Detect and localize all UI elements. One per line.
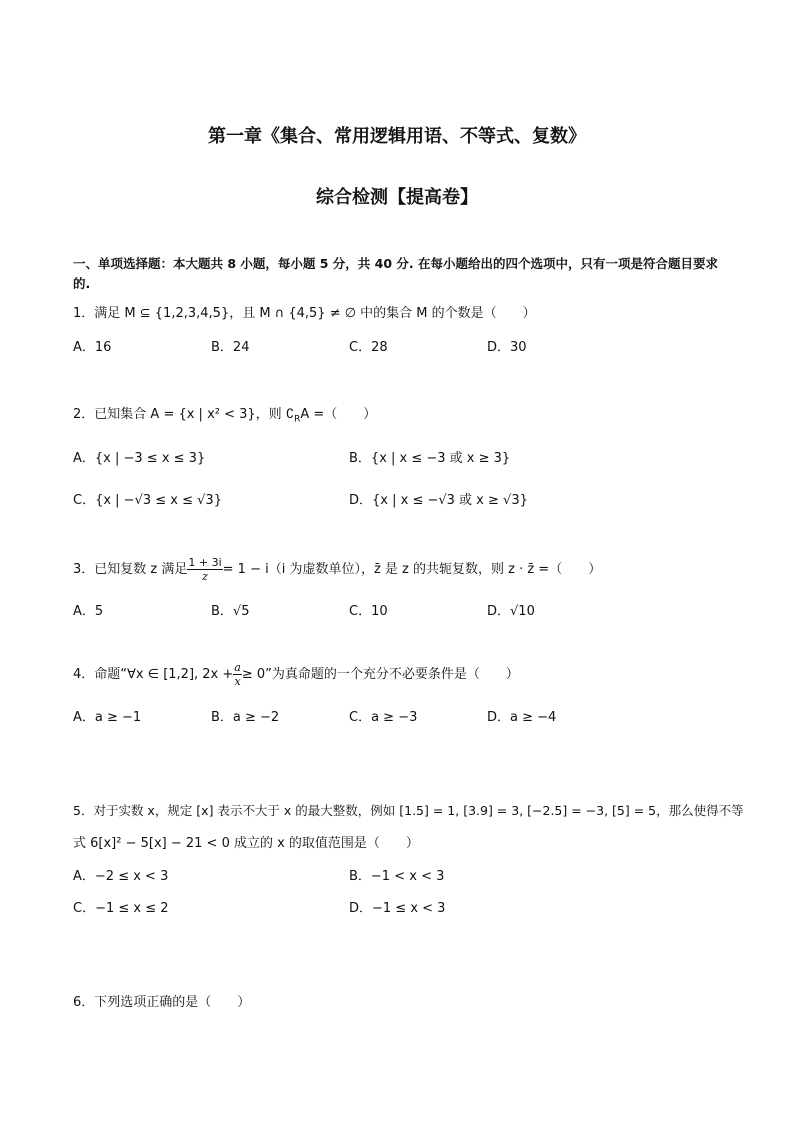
option-a: A．5 [73,604,104,619]
option-a: A．{x | −3 ≤ x ≤ 3} [73,451,206,466]
option-a: A．16 [73,340,112,355]
fraction [233,662,242,687]
fraction [187,557,222,582]
page-subtitle: 综合检测【提高卷】 [316,187,478,208]
option-c: C．a ≥ −3 [349,710,418,725]
question-number: 1． [73,306,95,321]
fraction-denominator: x [234,675,241,688]
complement-symbol: ∁ [285,407,295,422]
question-number: 4． [73,667,95,682]
option-b: B．−1 < x < 3 [349,869,445,884]
question-number: 5． [73,803,94,818]
fraction-numerator: 1 + 3i [188,556,222,569]
question-1 [73,302,536,321]
option-d: D．√10 [487,604,535,619]
option-c: C．{x | −√3 ≤ x ≤ √3} [73,493,222,508]
question-5 [73,801,744,819]
page-title: 第一章《集合、常用逻辑用语、不等式、复数》 [208,126,586,147]
question-4 [73,662,519,687]
complement-universe: R [294,414,301,425]
question-2 [73,403,376,425]
question-text: 下列选项正确的是（ ） [94,995,251,1010]
question-text: 对于实数 x，规定 [x] 表示不大于 x 的最大整数，例如 [1.5] = 1, [3.9] = 3, [−2.5] = −3, [5] = 5，那么使得不等 [93,803,744,818]
option-a: A．−2 ≤ x < 3 [73,869,169,884]
question-number: 3． [73,562,95,577]
question-text: 命题“∀x ∈ [1,2], 2x + [94,667,234,682]
option-c: C．10 [349,604,388,619]
option-d: D．−1 ≤ x < 3 [349,901,446,916]
section-instructions: 一、单项选择题：本大题共 8 小题，每小题 5 分，共 40 分. 在每小题给出的四个选项中，只有一项是符合题目要求的. [73,256,719,291]
option-b: B．{x | x ≤ −3 或 x ≥ 3} [349,451,511,466]
question-6 [73,991,250,1010]
option-d: D．a ≥ −4 [487,710,557,725]
option-d: D．{x | x ≤ −√3 或 x ≥ √3} [349,493,528,508]
question-5-continued: 式 6[x]² − 5[x] − 21 < 0 成立的 x 的取值范围是（ ） [73,836,419,851]
question-number: 6． [73,995,95,1010]
option-b: B．√5 [211,604,250,619]
question-text: 满足 M ⊆ {1,2,3,4,5}，且 M ∩ {4,5} ≠ ∅ 中的集合 M 的个数是（ ） [94,306,536,321]
fraction-denominator: z [202,570,208,583]
question-number: 2． [73,407,95,422]
question-text: 已知复数 z 满足 [94,562,188,577]
option-c: C．−1 ≤ x ≤ 2 [73,901,169,916]
question-text: 已知集合 A = {x | x² < 3}，则 [94,407,286,422]
question-text-tail: A =（ ） [300,407,377,422]
fraction-numerator: a [234,661,241,674]
question-text-tail: = 1 − i（i 为虚数单位），z̄ 是 z 的共轭复数，则 z · z̄ =（ ） [222,562,602,577]
option-c: C．28 [349,340,388,355]
option-b: B．24 [211,340,250,355]
question-3 [73,557,601,582]
option-b: B．a ≥ −2 [211,710,280,725]
question-text-tail: ≥ 0”为真命题的一个充分不必要条件是（ ） [241,667,519,682]
option-a: A．a ≥ −1 [73,710,142,725]
option-d: D．30 [487,340,527,355]
